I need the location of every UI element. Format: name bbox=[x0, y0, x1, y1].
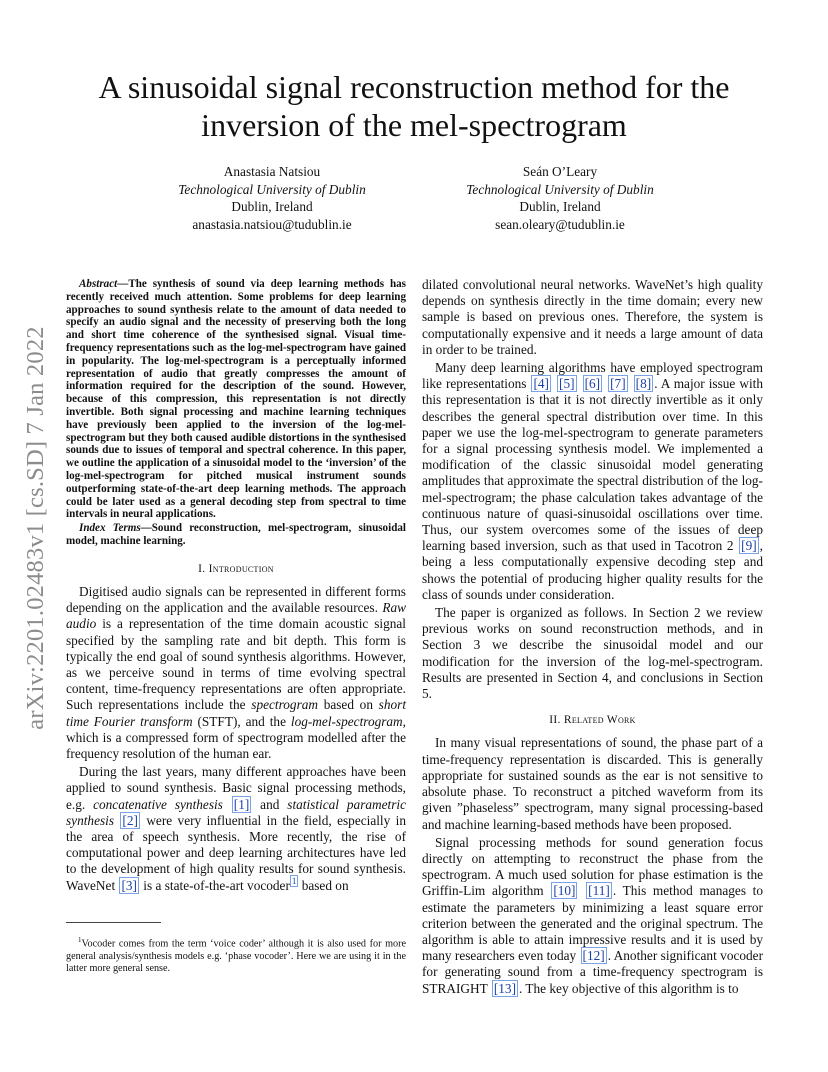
abstract-text: —The synthesis of sound via deep learning methods has recently received much attention. Some problems for deep learning approaches to sound synthesis relate to the amount of data needed to specify an audio signal and the necessity of preserving both the long and short time coherence of the synthesised signal. Visual time-frequency representations such as the log-mel-spectrogram have gained in popularity. The log-mel-spectrogram is a perceptually informed representation of audio that greatly compresses the amount of information required for the description of the sound. However, because of this compression, this representation is not directly invertible. Both signal processing and machine learning techniques have previously been applied to the inversion of the log-mel-spectrogram but they both caused audible distortions in the synthesised sounds due to issues of temporal and spectral coherence. In this paper, we outline the application of a sinusoidal model to the ‘inversion’ of the log-mel-spectrogram for pitched musical instrument sounds outperforming state-of-the-art deep learning methods. The approach could be later used as a general decoding step from spectral to time intervals in neural applications. bbox=[66, 278, 406, 521]
section-heading-introduction bbox=[66, 561, 406, 577]
author-block-2 bbox=[410, 163, 710, 233]
text-run-italic: log-mel-spectrogram bbox=[290, 713, 403, 729]
author-block-1 bbox=[122, 163, 422, 233]
footnote-text: Vocoder comes from the term ‘voice coder’ although it is also used for more general analysis/synthesis models e.g. ‘phase vocoder’. Here we are using it in the latter more general sense. bbox=[66, 938, 406, 975]
text-run-italic: spectrogram bbox=[251, 697, 318, 713]
right-column bbox=[422, 277, 763, 997]
author-location: Dublin, Ireland bbox=[231, 199, 313, 214]
text-run: and bbox=[252, 796, 288, 812]
right-paragraph-2: The paper is organized as follows. In Section 2 we review previous works on sound reconstruction methods, and in Section 3 we describe the sinusoidal model and our modification for the inversion of the log-mel-spectrogram. Results are presented in Section 4, and conclusions in Section 5. bbox=[422, 605, 763, 702]
author-name: Anastasia Natsiou bbox=[223, 164, 321, 179]
related-paragraph-1: In many visual representations of sound, the phase part of a time-frequency representation is discarded. This is generally appropriate for sustained sounds as the ear is not sensitive to absolute phase. To reconstruct a pitched waveform from its given ”phaseless” spectrogram, many signal processing-based and machine learning-based methods have been proposed. bbox=[422, 735, 763, 832]
section-heading-related-work bbox=[422, 712, 763, 728]
author-location: Dublin, Ireland bbox=[519, 199, 601, 214]
citation-link[interactable]: [9] bbox=[741, 538, 757, 554]
paper-title: A sinusoidal signal reconstruction method for the inversion of the mel-spectrogram bbox=[98, 69, 730, 143]
section-number: I. bbox=[198, 562, 209, 575]
footnote-marker-link[interactable]: 1 bbox=[291, 876, 297, 887]
author-affiliation: Technological University of Dublin bbox=[178, 181, 366, 197]
author-affiliation: Technological University of Dublin bbox=[466, 181, 654, 197]
text-run: Many deep learning algorithms have employed spectrogram like representations bbox=[422, 360, 763, 392]
text-run: is a state-of-the-art vocoder bbox=[139, 877, 290, 893]
text-run: During the last years, many different approaches have been applied to sound synthesis. Basic signal processing methods, e.g. bbox=[66, 764, 406, 812]
footnote bbox=[66, 934, 406, 976]
arxiv-sidebar-stamp bbox=[0, 0, 60, 1072]
text-run: were very influential in the field, especially in the area of speech synthesis. More recently, the rise of computational power and deep learning architectures have led to the development of high quality results for sound synthesis. WaveNet bbox=[66, 812, 406, 893]
footnote-rule bbox=[66, 922, 161, 923]
index-terms-label: Index Terms bbox=[79, 522, 141, 535]
text-run: (STFT), and the bbox=[192, 713, 291, 729]
index-terms-text: —Sound reconstruction, mel-spectrogram, sinusoidal model, machine learning. bbox=[66, 522, 406, 547]
intro-paragraph-2 bbox=[66, 764, 406, 894]
citation-link[interactable]: [13] bbox=[493, 980, 516, 996]
abstract-label: Abstract bbox=[79, 278, 118, 290]
author-email[interactable]: anastasia.natsiou@tudublin.ie bbox=[192, 216, 352, 232]
text-run: , being a less computationally expensive decoding step and shows the potential of producing higher quality results for the class of sounds under consideration. bbox=[422, 538, 763, 602]
section-title: Introduction bbox=[208, 562, 274, 575]
right-paragraph-1 bbox=[422, 360, 763, 603]
text-run: , which is a compressed form of spectrogram modelled after the frequency resolution of the human ear. bbox=[66, 713, 406, 761]
footnote-number: 1 bbox=[78, 936, 82, 944]
citation-link[interactable]: [6] bbox=[584, 376, 601, 392]
text-run: . Another significant vocoder for generating sound from a time-frequency spectrogram is STRAIGHT bbox=[422, 948, 763, 996]
citation-link[interactable]: [5] bbox=[559, 376, 575, 392]
citation-link[interactable]: [2] bbox=[122, 812, 138, 828]
arxiv-identifier: arXiv:2201.02483v1 [cs.SD] 7 Jan 2022 bbox=[22, 326, 49, 730]
text-run: is a representation of the time domain acoustic signal specified by the sampling rate and bit depth. This form is typically the end goal of sound synthesis algorithms. However, as we perceive sound in terms of time evolving spectral content, time-frequency representations are often appropriate. Such representations include the bbox=[66, 616, 406, 713]
text-run-italic: statistical parametric synthesis bbox=[66, 796, 406, 828]
text-run: based on bbox=[318, 697, 379, 713]
text-run: Signal processing methods for sound generation focus directly on attempting to reconstruct the phase from the spectrogram. A much used solution for phase estimation is the Griffin-Lim algorithm bbox=[422, 834, 763, 899]
related-paragraph-2 bbox=[422, 835, 763, 997]
citation-link[interactable]: [1] bbox=[233, 796, 250, 812]
text-run-italic: short time Fourier transform bbox=[66, 697, 407, 729]
citation-link[interactable]: [8] bbox=[635, 376, 652, 392]
text-run: . A major issue with this representation is that it is not directly invertible as it only describes the general spectral distribution over time. In this paper we use the log-mel-spectrogram to generate parameters for a signal processing synthesis model. We implemented a modification of the classic sinusoidal model generating amplitudes that approximate the spectral distribution of the log-mel-spectrogram; the phase calculation takes advantage of the continuous nature of quasi-sinusoidal oscillations over time. Thus, our system overcomes some of the issues of deep learning based inversion, such as that used in Tacotron 2 bbox=[422, 376, 763, 554]
index-terms bbox=[66, 522, 406, 548]
citation-link[interactable]: [11] bbox=[588, 883, 610, 899]
right-paragraph-0: dilated convolutional neural networks. WaveNet’s high quality depends on synthesis directly in the time domain; every new sample is based on previous ones. Therefore, the system is computationally expensive and it needs a large amount of data in order to be trained. bbox=[422, 277, 763, 357]
abstract bbox=[66, 278, 406, 521]
text-run-italic: concatenative synthesis bbox=[93, 796, 223, 812]
author-name: Seán O’Leary bbox=[522, 164, 598, 179]
text-run: . This method manages to estimate the parameters by minimizing a least square error criterion between the generated and the original spectrum. The algorithm is able to attain impressive results and it is used by many researchers even today bbox=[422, 883, 764, 964]
section-title: Related Work bbox=[563, 714, 636, 727]
intro-paragraph-1 bbox=[66, 584, 406, 762]
text-run: Digitised audio signals can be represented in different forms depending on the application and the available resources. bbox=[66, 583, 406, 616]
citation-link[interactable]: [7] bbox=[610, 376, 626, 392]
citation-link[interactable]: [4] bbox=[533, 376, 549, 392]
left-column bbox=[66, 278, 406, 894]
citation-link[interactable]: [10] bbox=[553, 883, 576, 899]
text-run: . The key objective of this algorithm is to bbox=[519, 980, 739, 996]
author-email[interactable]: sean.oleary@tudublin.ie bbox=[495, 216, 625, 232]
text-run-italic: Raw audio bbox=[66, 600, 406, 632]
citation-link[interactable]: [3] bbox=[121, 877, 137, 893]
citation-link[interactable]: [12] bbox=[582, 948, 605, 964]
section-number: II. bbox=[549, 714, 564, 727]
text-run: based on bbox=[298, 877, 349, 893]
